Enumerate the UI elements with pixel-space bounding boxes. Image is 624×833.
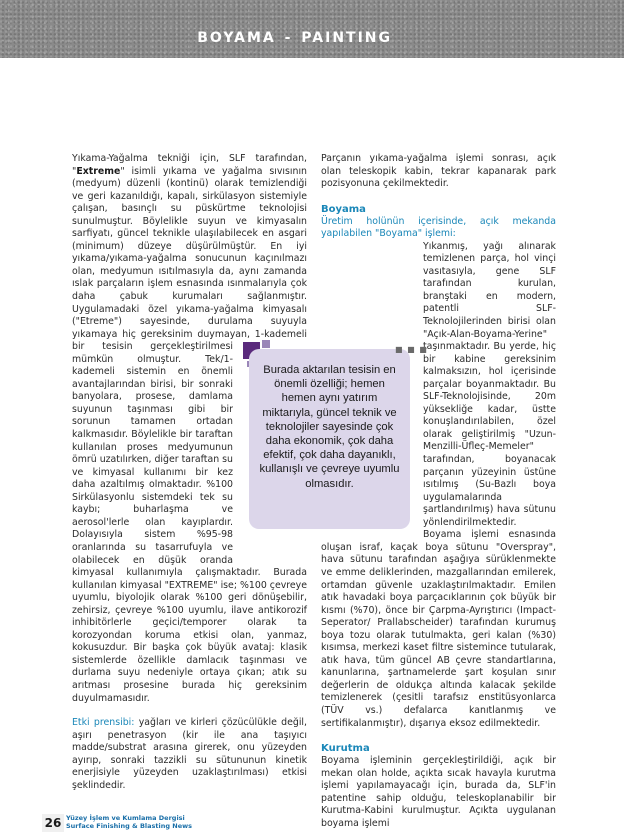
section-title-separator: -	[284, 30, 293, 46]
paragraph-text: " isimli yıkama ve yağalma sıvısının (medyum) düzenli (kontinü) olarak temizlendiği ve geri kazanıldığı, kapalı, sirkülasyon sistemiyle çalışan, basınçlı su püskürtme teknolojisi sunulmuştur. Böylelikle suyun ve kimyasalın sarfiyatı, güncel teknikle ulaşılabilecek en asgari (minimum) düzeye düşürülmüştür. En iyi yıkama/yıkama-yağalma sonucunun kaçınılmazı olan, medyumun ısıtılmasıyla da, aynı zamanda ıslak parçaların işlem esnasında ısınmalarıyla çok daha çabuk kurumaları sağlanmıştır. Uygulamadaki özel yıkama-yağalma kimyasalı ("Etreme") sayesinde, durulama suyuyla yıkamaya hiç gereksinim duymayan, 1-kademeli bir tesisin gerçekleştirilmesi mümkün olmuştur. Tek/1-kademeli sistemin en önemli avantajlarından birisi, bir sonraki banyolara, prosese, damlama suyunun taşınması gibi bir sorunun tamamen ortadan kalkmasıdır. Böylelikle bir taraftan kullanılan proses medyumunun ömrü uzatılırken, diğer taraftan su ve kimyasal kullanımı bir kez daha azaltılmış olmaktadır. %100 Sirkülasyonlu sistemdeki tek su kaybı; buharlaşma ve aerosol'lerle olan kayıplardır. Dolayısıyla sistem %95-98 oranlarında su tasarrufuyla ve olabilecek en düşük oranda kimyasal kullanımıyla çalışmaktadır. Burada kullanılan kimyasal "EXTREME" ise; %100 çevreye uyumlu, biyolojik olarak %100 geri dönüşebilir, zehirsiz, çevreye %100 uyumlu, ilave antikorozif inhibitörlerle geçici/temporer olarak ta korozyondan koruma etkisi olan, yanmaz, kokusuzdur. Bir başka çok büyük avataj: klasik sistemlerde özellikle damlacık taşınması ve durlama suyu nedeniyle ortaya çıkan; atık su arıtması prosesine burada hiç gereksinim duyulmamasıdır.	[72, 165, 307, 704]
paragraph-gap	[72, 705, 307, 717]
decor-dots: ■ ■ ■	[395, 345, 428, 354]
paragraph-gap	[321, 191, 556, 203]
section-title-en: PAINTING	[301, 30, 392, 46]
paragraph-gap	[321, 730, 556, 742]
principle-lead: Etki prensibi:	[72, 717, 135, 729]
paragraph-text: Yıkanmış, yağı alınarak temizlenen parça, hol vinçi vasıtasıyla, gene SLF tarafından kurulan, branştaki en modern, patentli SLF-Teknolojilerinden birisi olan "Açık-Alan-Boyama-Yerine" taşınmaktadır. Bu yerde, hiç bir kabine gereksinim kalmaksızın, hol içerisinde parçalar boyanmaktadır. Bu SLF-Teknolojisinde, 20m yüksekliğe kadar, üstte konuşlandırılabilen, özel olarak geliştirilmiş "Uzun-Menzilli-Üfleç-Memeler" tarafından, boyanacak parçanın yüzeyinin üstüne ısıtılmış (Su-Bazlı boya uygulamalarında şartlandırılmış) hava sütunu yönlendirilmektedir. Boyama işlemi esnasında oluşan israf, kaçak boya sütunu "Overspray", hava sütunu tarafından aşağıya sürüklenmekte ve emme deliklerinden, mazgallarından emilerek, ortamdan güvenle uzaklaştırılmaktadır. Emilen atık havadaki boya parçacıklarının çok büyük bir kısmı (%70), önce bir Çarpma-Ayrıştırıcı (Impact-Seperator/ Prallabscheider) tarafından kurumuş boya tozu olarak tutulmakta, geri kalan (%30) kısımsa, merkezi kaset filtre sistemince tutularak, atık hava, tüm güncel AB çevre standartlarına, kanunlarına, şartnamelerde şart koşulan sınır değerlerin de oldukça altında kalacak şekilde temizlenerek (çesitli tarafsız enstitüsyonlarca (TÜV vs.) defalarca kanıtlanmış ve sertifikalanmıştır), dışarıya eksoz edilmektedir.	[321, 240, 556, 729]
magazine-name-tr: Yüzey İşlem ve Kumlama Dergisi	[66, 814, 185, 822]
page-number: 26	[42, 814, 64, 832]
page-header-band	[0, 0, 624, 58]
paragraph-text: yağları ve kirleri çözücülükle değil, aşırı penetrasyon (kir ile ana taşıyıcı madde/substrat arasına girerek, onu yüzeyden ayırıp, sonraki tazzikli su sütununun kinetik enerjisiyle yüzeyden uzaklaştırılması) etkisi şeklindedir.	[72, 717, 308, 791]
section-title-tr: BOYAMA	[197, 30, 276, 46]
pull-quote-box	[249, 349, 410, 529]
section-heading-kurutma: Kurutma	[321, 743, 370, 755]
pull-quote-text: Burada aktarılan tesisin en önemli özelliği; hemen hemen aynı yatırım miktarıyla, güncel teknik ve teknolojiler sayesinde çok daha ekonomik, çok daha efektif, çok daha dayanıklı, kullanışlı ve çevreye uyumlu olmasıdır.	[259, 364, 400, 490]
body-paragraph	[72, 717, 307, 792]
decor-square	[262, 340, 270, 348]
section-title	[197, 30, 392, 46]
magazine-name-en: Surface Finishing & Blasting News	[66, 821, 193, 830]
body-paragraph: Boyama işleminin gerçekleştirildiği, açık bir mekan olan holde, açıkta sıcak havayla kurutma işlemi yapılamayacağı için, burada da, SLF'in patentine sahip olduğu, teleskoplanabilir bir Kurutma-Kabini kurulmuştur. Açıkta uygulanan boyama işlemi	[321, 755, 556, 829]
body-paragraph: Parçanın yıkama-yağalma işlemi sonrası, açık olan teleskopik kabin, tekrar kapanarak park pozisyonuna çekilmektedir.	[321, 153, 556, 190]
keyword-extreme: Extreme	[76, 165, 121, 177]
magazine-name	[66, 815, 192, 830]
section-subheading: Üretim holünün içerisinde, açık mekanda yapılabilen "Boyama" işlemi:	[321, 215, 556, 240]
paragraph-text: Yıkama-Yağalma tekniği için, SLF tarafından, "	[72, 153, 307, 177]
section-heading-boyama: Boyama	[321, 203, 366, 215]
